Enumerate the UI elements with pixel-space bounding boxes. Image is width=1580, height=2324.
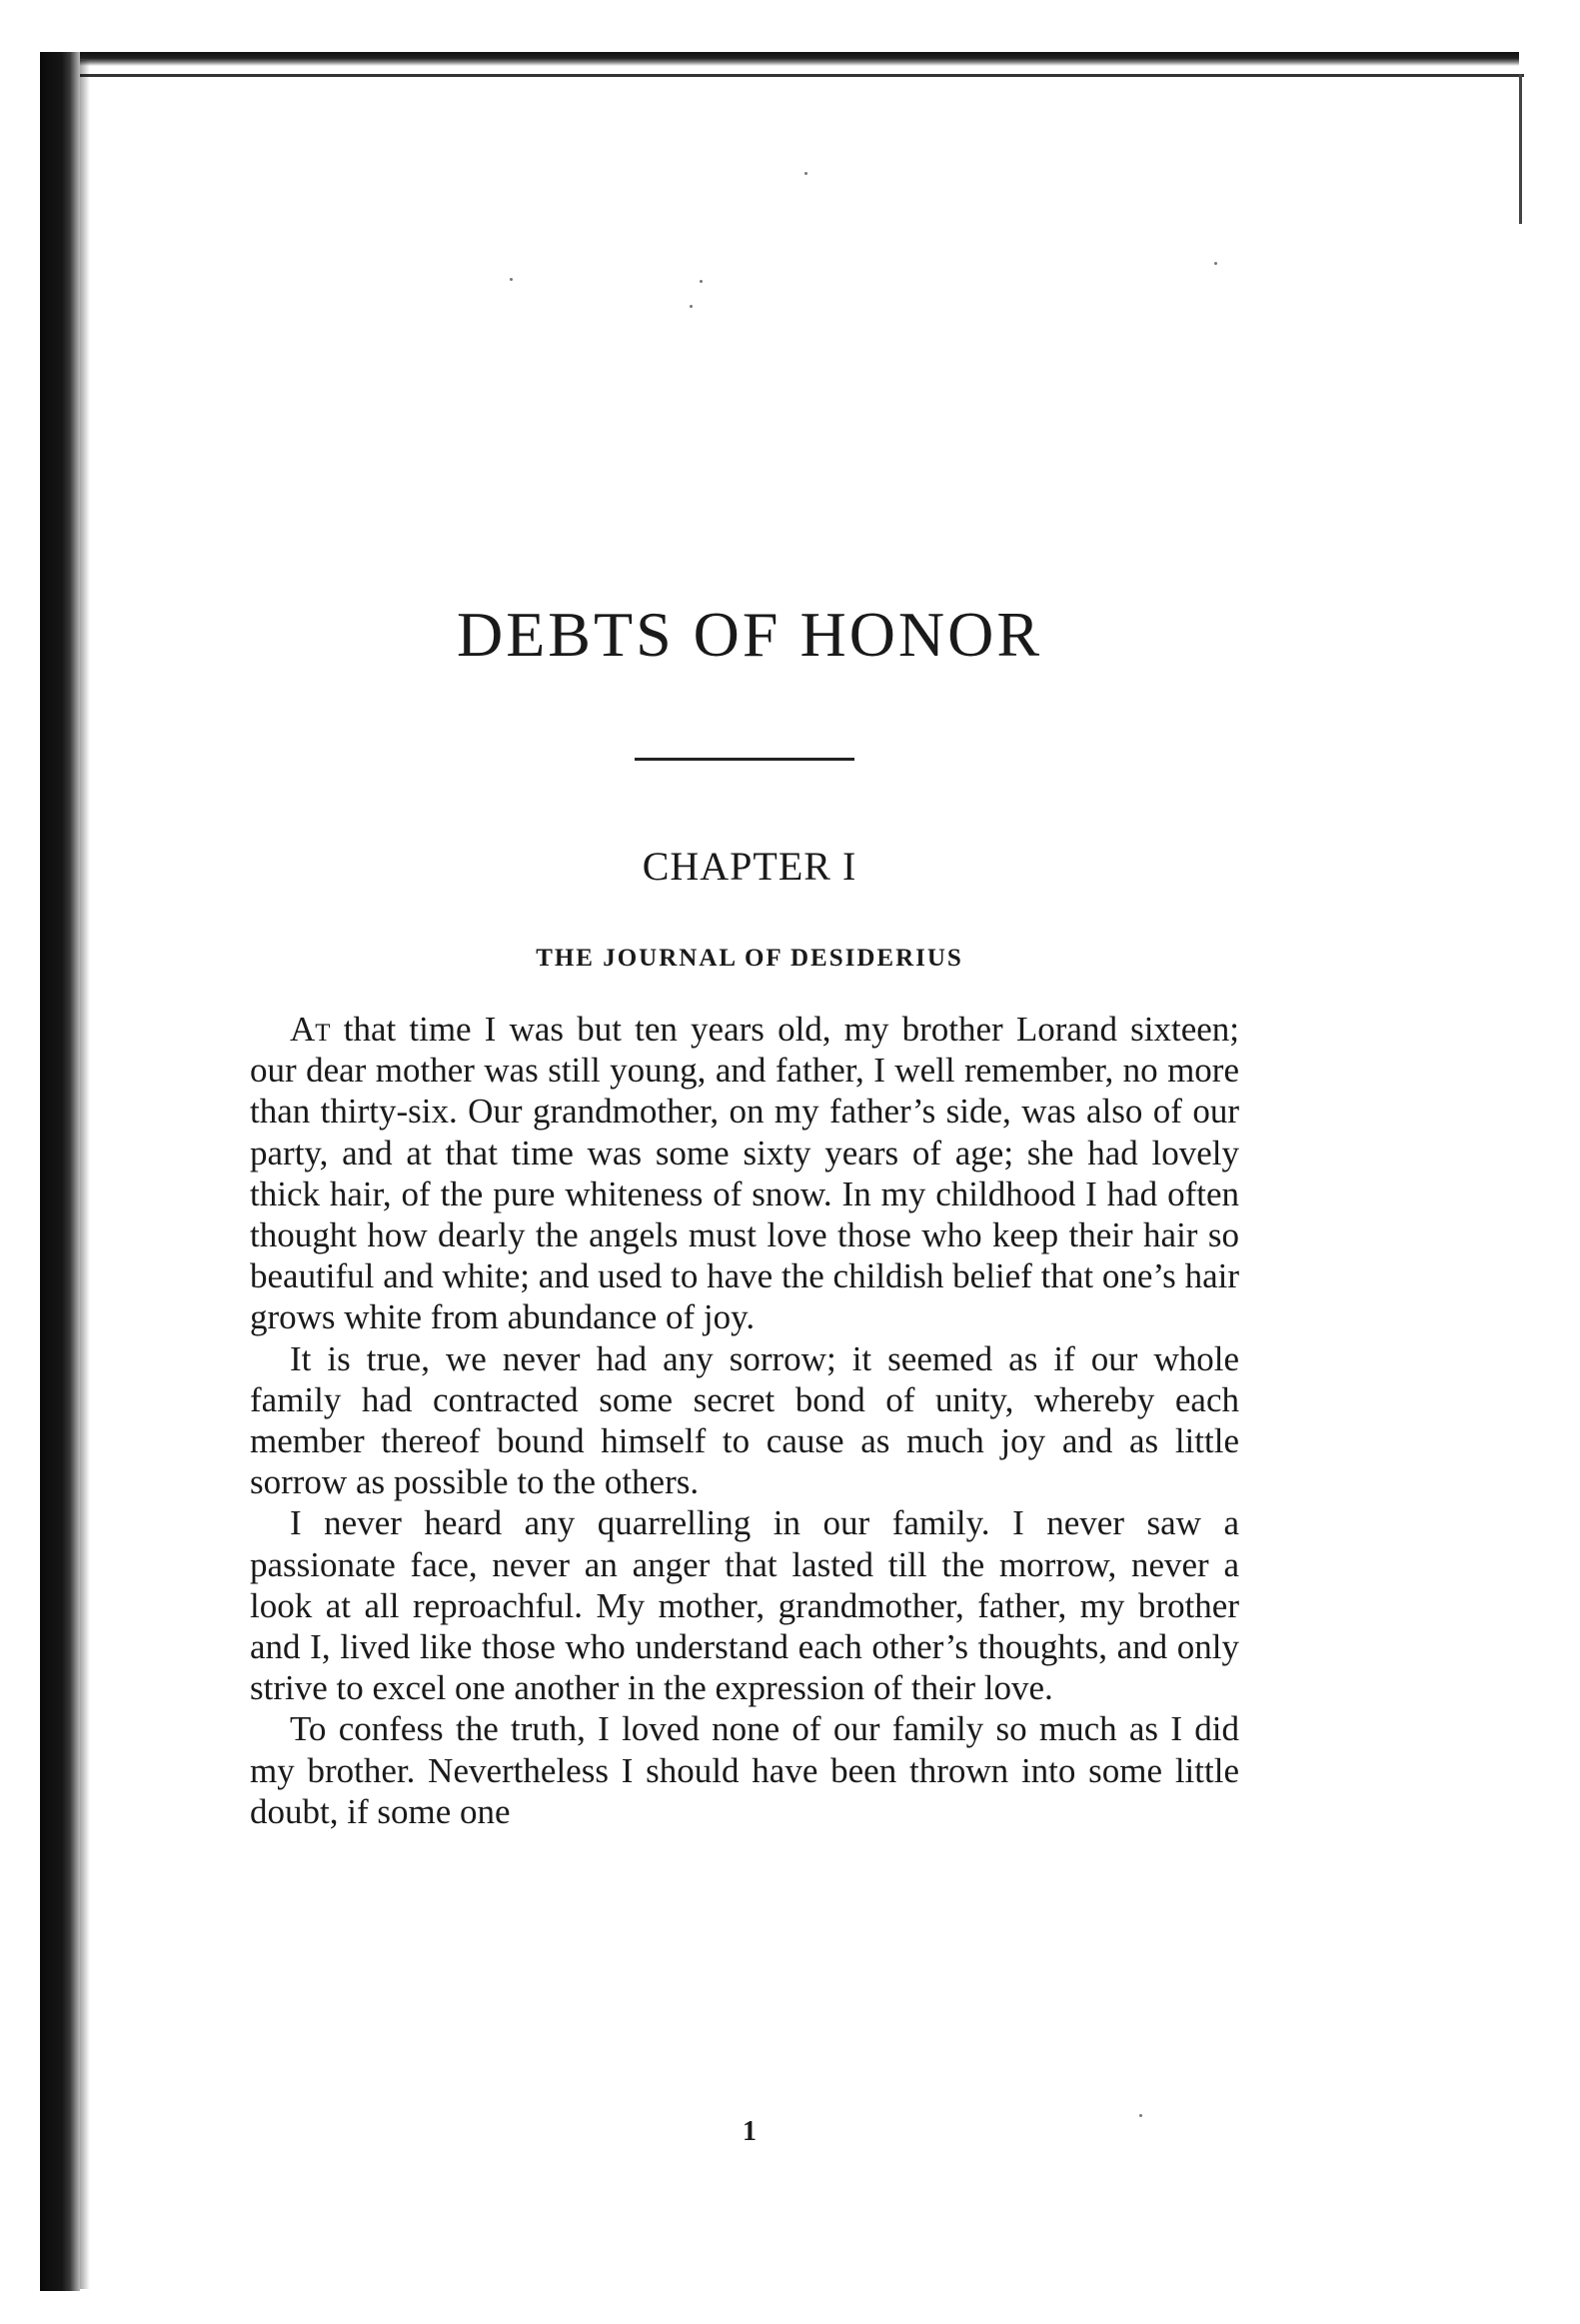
paragraph-1 <box>250 1009 1239 1338</box>
scan-top-border-line <box>40 74 1524 77</box>
paragraph-4: To confess the truth, I loved none of our family so much as I did my brother. Nevertheless I should have been thrown into some little doubt, if some one <box>250 1709 1239 1831</box>
title-divider-rule <box>635 758 854 761</box>
body-text <box>250 1009 1239 1832</box>
chapter-heading: CHAPTER I <box>642 844 857 889</box>
scan-speck <box>690 305 693 308</box>
chapter-subtitle: THE JOURNAL OF DESIDERIUS <box>536 945 963 972</box>
scan-speck <box>804 172 807 175</box>
scan-left-shadow <box>80 60 90 2289</box>
scan-speck <box>510 278 513 281</box>
scan-speck <box>1214 262 1217 265</box>
scan-top-edge <box>40 52 1519 66</box>
scan-speck <box>700 280 703 283</box>
paragraph-text: that time I was but ten years old, my brother Lorand sixteen; our dear mother was still young, and father, I well remember, no more than thirty-six. Our grandmother, on my father’s side, was also of our party, and at that time was some sixty years of age; she had lovely thick hair, of the pure whiteness of snow. In my childhood I had often thought how dearly the angels must love those who keep their hair so beautiful and white; and used to have the childish belief that one’s hair grows white from abundance of joy. <box>250 1010 1239 1337</box>
page-number: 1 <box>743 2116 757 2147</box>
paragraph-3: I never heard any quarrelling in our family. I never saw a passionate face, never an anger that lasted till the morrow, never a look at all reproachful. My mother, grandmother, father, my brother and I, lived like those who understand each other’s thoughts, and only strive to excel one another in the expression of their love. <box>250 1503 1239 1708</box>
scan-left-binding-edge <box>40 52 80 2291</box>
book-title: DEBTS OF HONOR <box>456 599 1043 670</box>
scan-right-border-line <box>1519 74 1522 224</box>
paragraph-lead-word: At <box>290 1010 331 1049</box>
paragraph-2: It is true, we never had any sorrow; it seemed as if our whole family had contracted some secret bond of unity, whereby each member thereof bound himself to cause as much joy and as little sorrow as possible to the others. <box>250 1338 1239 1502</box>
